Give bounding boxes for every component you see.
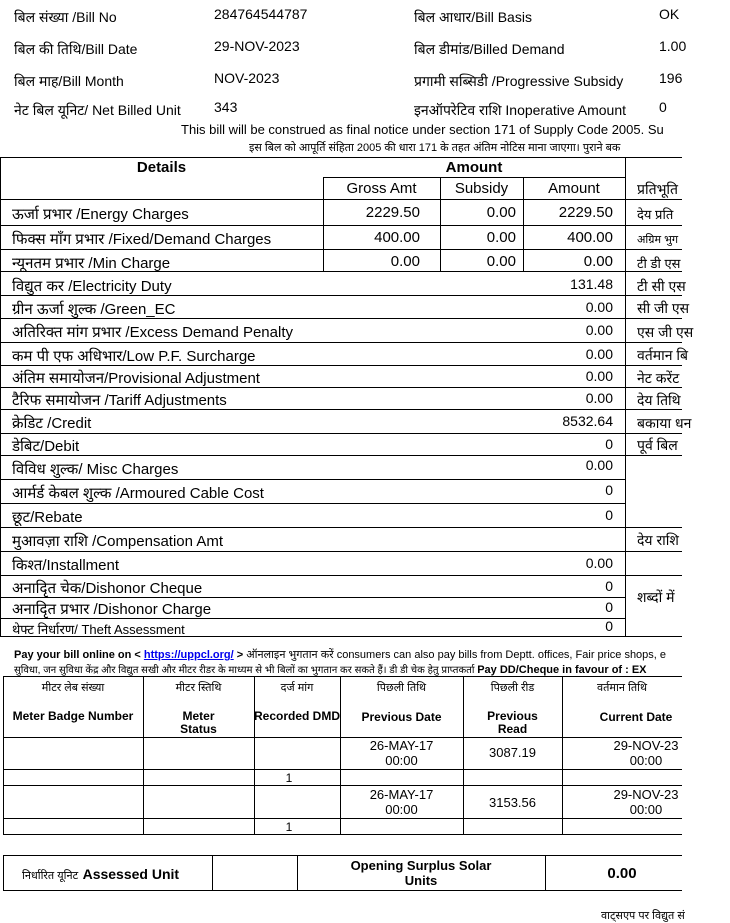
row-dishonor-cheque-amount: 0: [605, 578, 613, 594]
row-tariff-label: टैरिफ समायोजन /Tariff Adjustments: [12, 392, 227, 409]
row-provisional-amount: 0.00: [585, 368, 613, 384]
inoperative-amount-value: 0: [659, 99, 667, 115]
notice-english: This bill will be construed as final notice under section 171 of Supply Code 2005. Su: [181, 122, 664, 137]
row-green-right: सी जी एस: [637, 300, 690, 316]
gross-amt-header: Gross Amt: [346, 180, 417, 197]
row-green-amount: 0.00: [585, 299, 613, 315]
row-compensation-label: मुआवज़ा राशि /Compensation Amt: [12, 533, 223, 550]
details-header: Details: [136, 159, 187, 176]
row-rebate-amount: 0: [605, 507, 613, 523]
meter-row1-cur-date: 29-NOV-23 00:00: [613, 738, 679, 768]
pay-online-line: [14, 647, 666, 662]
net-units-label: नेट बिल यूनिट/ Net Billed Unit: [14, 102, 181, 118]
row-green-label: ग्रीन ऊर्जा शुल्क /Green_EC: [12, 301, 176, 318]
assessed-unit-hi: निर्धारित यूनिट: [22, 870, 79, 882]
meter-row1-dmd: 1: [285, 771, 293, 785]
notice-hindi: इस बिल को आपूर्ति संहिता 2005 की धारा 171 के तहत अंतिम नोटिस माना जाएगा। पुराने बक: [249, 142, 621, 154]
row-energy-label: ऊर्जा प्रभार /Energy Charges: [12, 206, 189, 223]
pay-online-rest: ऑनलाइन भुगतान करें consumers can also pay bills from Deptt. offices, Fair price shops, e: [246, 649, 667, 661]
meter-row1-prev-read: 3087.19: [489, 745, 536, 760]
pay-online-suffix: >: [233, 649, 247, 661]
amount-header: Amount: [445, 159, 503, 176]
assessed-unit-en: Assessed Unit: [82, 866, 180, 882]
row-min-amount: 0.00: [583, 253, 613, 270]
row-duty-label: विद्युत कर /Electricity Duty: [12, 278, 172, 295]
row-debit-amount: 0: [605, 436, 613, 452]
pay-online-prefix: Pay your bill online on <: [14, 649, 144, 661]
row-credit-amount: 8532.64: [562, 413, 613, 429]
meter-hi-header-5: पिछली रीड: [490, 682, 535, 694]
row-installment-amount: 0.00: [585, 555, 613, 571]
bill-basis-value: OK: [659, 6, 680, 22]
opening-surplus-value: 0.00: [607, 865, 637, 882]
opening-surplus-label: Opening Surplus Solar Units: [350, 858, 492, 888]
uppcl-link[interactable]: https://uppcl.org/: [143, 649, 234, 661]
meter-en-header-4: Previous Date: [361, 710, 442, 724]
bill-no-value: 284764544787: [214, 6, 308, 22]
row-credit-right: बकाया धन: [637, 415, 692, 431]
row-lowpf-label: कम पी एफ अधिभार/Low P.F. Surcharge: [12, 348, 256, 365]
row-tariff-right: देय तिथि: [637, 392, 681, 408]
row-misc-label: विविध शुल्क/ Misc Charges: [12, 461, 179, 478]
billed-demand-label: बिल डीमांड/Billed Demand: [414, 41, 565, 57]
row-dishonor-charge-amount: 0: [605, 599, 613, 615]
meter-en-header-2: Meter Status: [180, 709, 217, 736]
meter-row2-prev-date: 26-MAY-17 00:00: [369, 787, 434, 817]
row-energy-right: देय प्रति: [637, 207, 674, 222]
bill-date-label: बिल की तिथि/Bill Date: [14, 41, 138, 57]
subsidy-header: Subsidy: [454, 180, 509, 197]
pay-info-line: [14, 662, 647, 676]
row-min-gross: 0.00: [390, 253, 420, 270]
bill-no-label: बिल संख्या /Bill No: [14, 9, 117, 25]
amount-col-header: Amount: [548, 180, 600, 197]
row-fixed-right: अग्रिम भुग: [637, 234, 679, 246]
progressive-subsidy-value: 196: [659, 70, 683, 86]
row-min-label: न्यूनतम प्रभार /Min Charge: [12, 255, 171, 272]
row-lowpf-amount: 0.00: [585, 346, 613, 362]
row-provisional-label: अंतिम समायोजन/Provisional Adjustment: [12, 370, 260, 387]
row-debit-label: डेबिट/Debit: [12, 438, 80, 455]
row-armoured-amount: 0: [605, 482, 613, 498]
meter-row1-prev-date: 26-MAY-17 00:00: [369, 738, 434, 768]
row-theft-amount: 0: [605, 618, 613, 634]
row-min-right: टी डी एस: [637, 256, 681, 271]
row-excess-label: अतिरिक्त मांग प्रभार /Excess Demand Penalty: [12, 324, 293, 341]
row-excess-amount: 0.00: [585, 322, 613, 338]
row-energy-subsidy: 0.00: [486, 204, 516, 221]
pay-info-text: सुविधा, जन सुविधा केंद्र और विद्युत सखी और मीटर रीडर के माध्यम से भी बिलों का भुगतान कर सकते हैं। डी डी चेक हेतु प्राप्तकर्ता: [14, 665, 475, 676]
row-duty-right: टी सी एस: [637, 278, 686, 294]
row-fixed-amount: 400.00: [567, 229, 613, 246]
security-header: प्रतिभूति: [637, 181, 679, 197]
meter-en-header-3: Recorded DMD: [254, 709, 341, 723]
bill-basis-label: बिल आधार/Bill Basis: [414, 9, 532, 25]
row-tariff-amount: 0.00: [585, 390, 613, 406]
row-lowpf-right: वर्तमान बि: [637, 347, 689, 363]
row-dishonor-cheque-right: शब्दों में: [637, 589, 675, 605]
row-fixed-gross: 400.00: [374, 229, 420, 246]
assessed-unit-label: [22, 866, 179, 884]
row-misc-amount: 0.00: [585, 457, 613, 473]
meter-en-header-1: Meter Badge Number: [12, 709, 134, 723]
meter-hi-header-3: दर्ज मांग: [280, 682, 314, 694]
inoperative-amount-label: इनऑपरेटिव राशि Inoperative Amount: [414, 102, 627, 118]
meter-hi-header-6: वर्तमान तिथि: [597, 682, 647, 694]
row-debit-right: पूर्व बिल: [637, 437, 678, 453]
meter-row2-cur-date: 29-NOV-23 00:00: [613, 787, 679, 817]
row-theft-label: थेफ्ट निर्धारण/ Theft Assessment: [12, 622, 185, 637]
row-provisional-right: नेट करेंट: [637, 370, 680, 386]
row-energy-gross: 2229.50: [365, 204, 420, 221]
row-credit-label: क्रेडिट /Credit: [12, 415, 92, 432]
row-duty-amount: 131.48: [570, 276, 613, 292]
progressive-subsidy-label: प्रगामी सब्सिडी /Progressive Subsidy: [414, 73, 624, 89]
meter-en-header-5: Previous Read: [487, 709, 538, 736]
meter-row2-dmd: 1: [285, 820, 293, 834]
row-excess-right: एस जी एस: [637, 324, 694, 340]
row-min-subsidy: 0.00: [486, 253, 516, 270]
meter-hi-header-1: मीटर लेब संख्या: [41, 682, 105, 694]
row-rebate-label: छूट/Rebate: [12, 509, 83, 526]
row-installment-label: किश्त/Installment: [12, 557, 120, 574]
whatsapp-note: वाट्सएप पर विद्युत सं: [601, 910, 685, 922]
meter-hi-header-4: पिछली तिथि: [376, 682, 427, 694]
bill-month-value: NOV-2023: [214, 70, 280, 86]
meter-hi-header-2: मीटर स्तिथि: [175, 682, 222, 694]
meter-en-header-6: Current Date: [599, 710, 673, 724]
row-compensation-right: देय राशि: [637, 532, 679, 548]
meter-row2-prev-read: 3153.56: [489, 795, 536, 810]
row-fixed-label: फिक्स माँग प्रभार /Fixed/Demand Charges: [12, 231, 272, 248]
row-energy-amount: 2229.50: [558, 204, 613, 221]
bill-month-label: बिल माह/Bill Month: [14, 73, 124, 89]
pay-dd-favour: Pay DD/Cheque in favour of : EX: [477, 664, 647, 676]
billed-demand-value: 1.00: [659, 38, 687, 54]
row-armoured-label: आर्मर्ड केबल शुल्क /Armoured Cable Cost: [12, 485, 264, 502]
net-units-value: 343: [214, 99, 238, 115]
bill-date-value: 29-NOV-2023: [214, 38, 300, 54]
row-dishonor-charge-label: अनादृित प्रभार /Dishonor Charge: [12, 601, 212, 618]
row-fixed-subsidy: 0.00: [486, 229, 516, 246]
row-dishonor-cheque-label: अनादृित चेक/Dishonor Cheque: [12, 580, 203, 597]
